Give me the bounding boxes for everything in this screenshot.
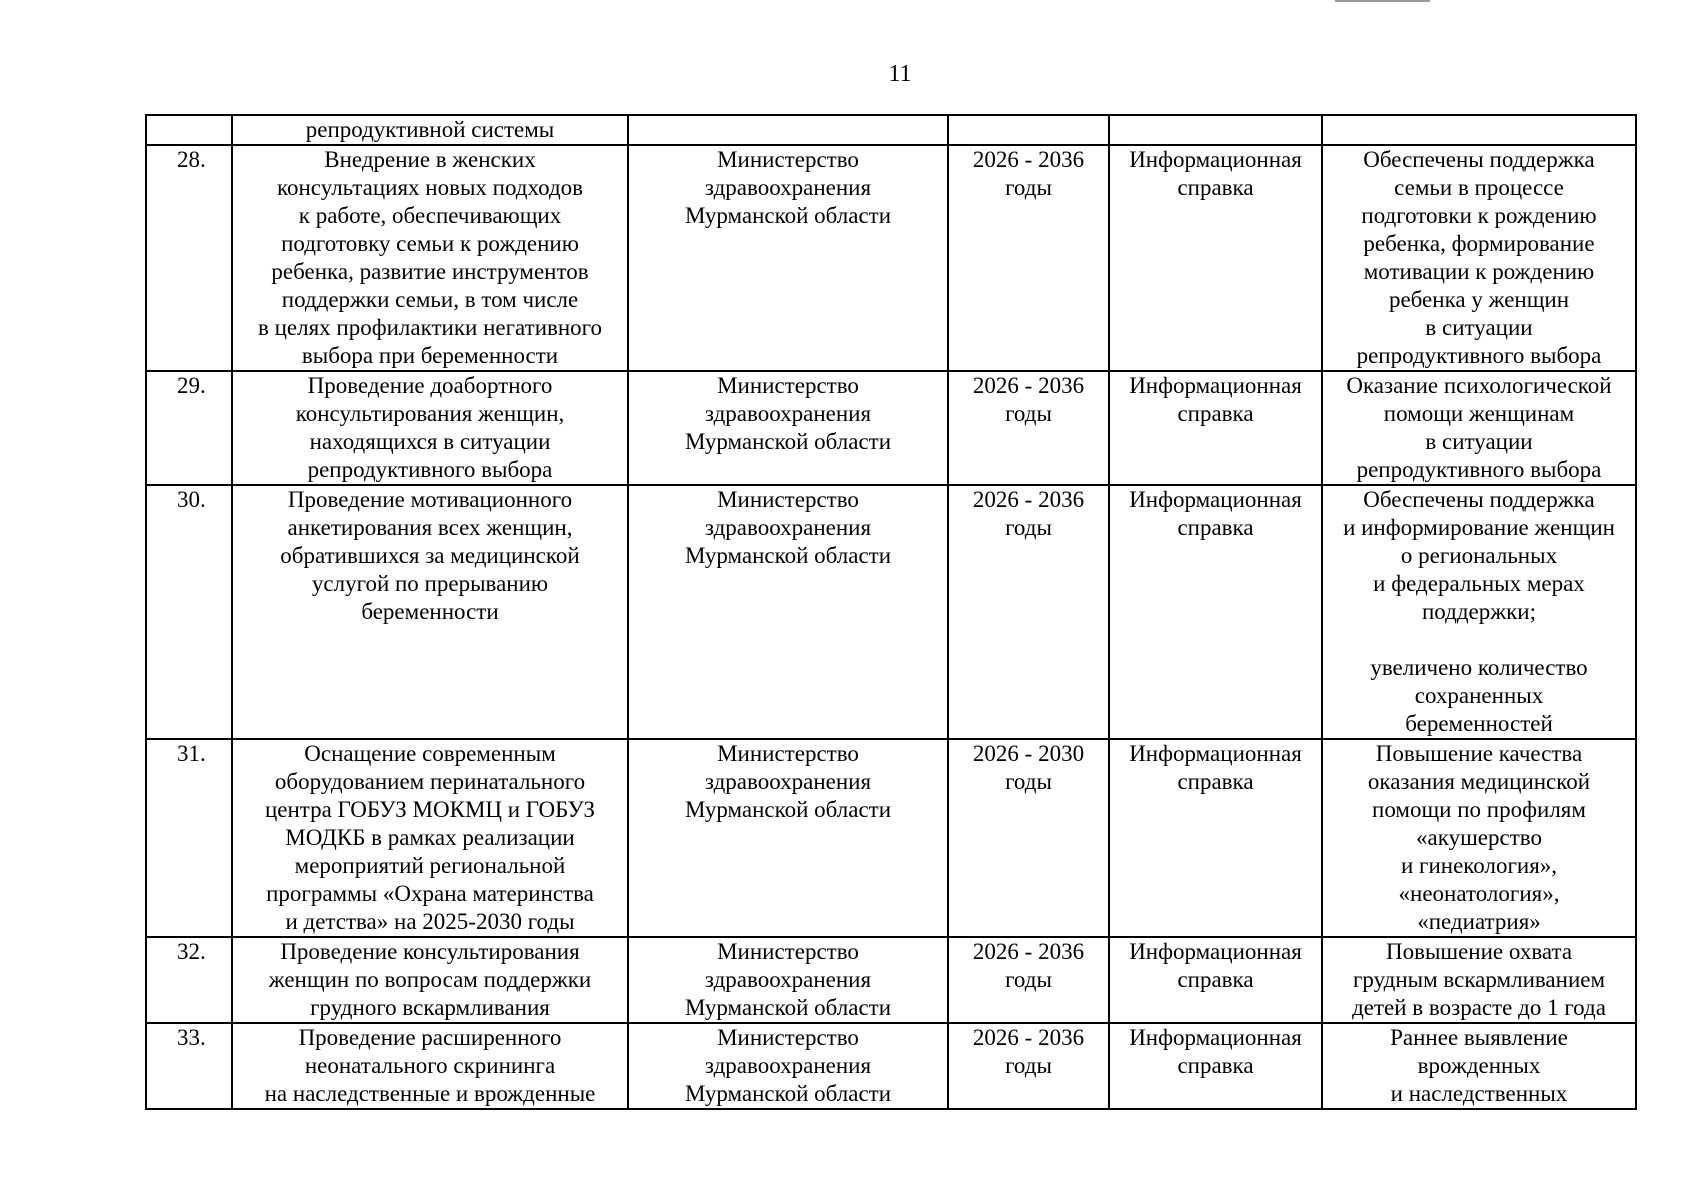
report-form-cell: Информационная справка (1109, 739, 1322, 937)
result-cell: Повышение охвата грудным вскармливанием детей в возрасте до 1 года (1322, 937, 1636, 1023)
executor-cell: Министерство здравоохранения Мурманской области (628, 1023, 948, 1109)
report-form-cell: Информационная справка (1109, 937, 1322, 1023)
action-plan-table (145, 114, 1637, 1110)
row-number: 28. (146, 145, 232, 371)
term-cell: 2026 - 2036 годы (948, 937, 1109, 1023)
table-row (146, 739, 1636, 937)
table-row (146, 145, 1636, 371)
report-form-cell (1109, 115, 1322, 145)
result-cell: Обеспечены поддержка и информирование женщин о региональных и федеральных мерах поддержки; увеличено количество сохраненных беременностей (1322, 485, 1636, 739)
executor-cell: Министерство здравоохранения Мурманской области (628, 145, 948, 371)
table-row (146, 1023, 1636, 1109)
executor-cell (628, 115, 948, 145)
term-cell (948, 115, 1109, 145)
term-cell: 2026 - 2036 годы (948, 485, 1109, 739)
row-number: 29. (146, 371, 232, 485)
executor-cell: Министерство здравоохранения Мурманской области (628, 739, 948, 937)
table-row (146, 937, 1636, 1023)
term-cell: 2026 - 2030 годы (948, 739, 1109, 937)
scan-mark (1335, 0, 1430, 2)
executor-cell: Министерство здравоохранения Мурманской области (628, 371, 948, 485)
report-form-cell: Информационная справка (1109, 371, 1322, 485)
row-number: 32. (146, 937, 232, 1023)
report-form-cell: Информационная справка (1109, 145, 1322, 371)
event-cell: Проведение доабортного консультирования женщин, находящихся в ситуации репродуктивного выбора (232, 371, 628, 485)
result-cell: Оказание психологической помощи женщинам в ситуации репродуктивного выбора (1322, 371, 1636, 485)
result-cell (1322, 115, 1636, 145)
table-row (146, 371, 1636, 485)
event-cell: Внедрение в женских консультациях новых подходов к работе, обеспечивающих подготовку семьи к рождению ребенка, развитие инструментов поддержки семьи, в том числе в целях профилактики негативного выбора при беременности (232, 145, 628, 371)
row-number: 30. (146, 485, 232, 739)
table-row (146, 115, 1636, 145)
event-cell: Проведение консультирования женщин по вопросам поддержки грудного вскармливания (232, 937, 628, 1023)
term-cell: 2026 - 2036 годы (948, 145, 1109, 371)
event-cell: Оснащение современным оборудованием перинатального центра ГОБУЗ МОКМЦ и ГОБУЗ МОДКБ в рамках реализации мероприятий региональной программы «Охрана материнства и детства» на 2025-2030 годы (232, 739, 628, 937)
event-cell: Проведение расширенного неонатального скрининга на наследственные и врожденные (232, 1023, 628, 1109)
executor-cell: Министерство здравоохранения Мурманской области (628, 937, 948, 1023)
term-cell: 2026 - 2036 годы (948, 1023, 1109, 1109)
event-cell: репродуктивной системы (232, 115, 628, 145)
result-cell: Обеспечены поддержка семьи в процессе подготовки к рождению ребенка, формирование мотивации к рождению ребенка у женщин в ситуации репродуктивного выбора (1322, 145, 1636, 371)
event-cell: Проведение мотивационного анкетирования всех женщин, обратившихся за медицинской услугой по прерыванию беременности (232, 485, 628, 739)
table-row (146, 485, 1636, 739)
page-number: 11 (888, 61, 912, 87)
row-number: 31. (146, 739, 232, 937)
report-form-cell: Информационная справка (1109, 485, 1322, 739)
row-number: 33. (146, 1023, 232, 1109)
result-cell: Раннее выявление врожденных и наследственных (1322, 1023, 1636, 1109)
row-number (146, 115, 232, 145)
report-form-cell: Информационная справка (1109, 1023, 1322, 1109)
term-cell: 2026 - 2036 годы (948, 371, 1109, 485)
executor-cell: Министерство здравоохранения Мурманской области (628, 485, 948, 739)
result-cell: Повышение качества оказания медицинской помощи по профилям «акушерство и гинекология», «неонатология», «педиатрия» (1322, 739, 1636, 937)
